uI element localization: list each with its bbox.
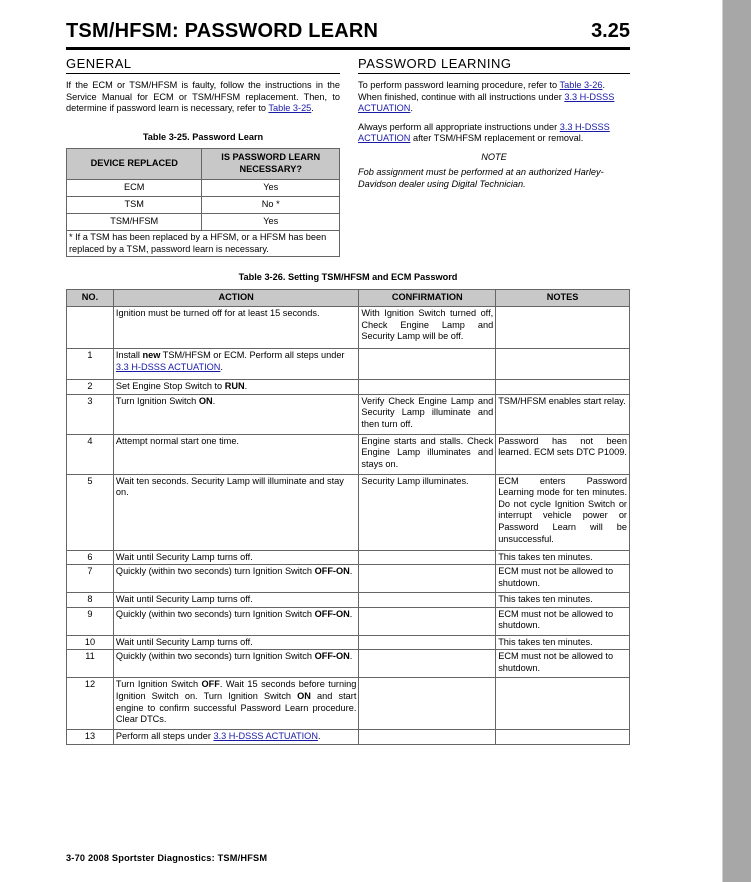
step-number: 4 [67,434,114,474]
step-confirmation [359,550,496,565]
note-heading: NOTE [481,152,507,162]
page-edge [723,0,751,882]
hdsss-actuation-link[interactable]: 3.3 H-DSSS ACTUATION [358,91,615,114]
page-title: TSM/HFSM: PASSWORD LEARN [66,20,379,42]
general-text-end: . [311,103,314,114]
step-action: Quickly (within two seconds) turn Ignition Switch OFF-ON. [113,565,358,593]
step-notes [496,349,630,380]
table-row [67,434,630,474]
learning-text: . When finished, continue with all instructions under [358,80,606,102]
step-notes: ECM must not be allowed to shutdown. [496,565,630,593]
table-row [67,349,630,380]
step-confirmation [359,635,496,650]
step-notes: This takes ten minutes. [496,635,630,650]
step-action: Set Engine Stop Switch to RUN. [113,380,358,395]
step-confirmation [359,593,496,608]
table-row [67,550,630,565]
table-row [67,650,630,678]
step-number: 12 [67,678,114,730]
step-confirmation [359,730,496,745]
section-number: 3.25 [591,20,630,42]
general-text: If the ECM or TSM/HFSM is faulty, follow the instructions in the Service Manual for ECM or TSM/HFSM replacement. Then, to determine if password learn is necessary, refer to [66,80,340,114]
step-action: Turn Ignition Switch ON. [113,394,358,434]
general-paragraph [66,80,340,120]
step-notes: ECM must not be allowed to shutdown. [496,650,630,678]
step-action: Turn Ignition Switch OFF. Wait 15 seconds before turning Ignition Switch on. Turn Ignition Switch ON and start engine to confirm successful Password Learn procedure. Clear DTCs. [113,678,358,730]
header-action: ACTION [113,290,358,307]
step-number: 7 [67,565,114,593]
table-row [67,635,630,650]
table-3-26-caption: Table 3-26. Setting TSM/HFSM and ECM Password [238,272,458,282]
table-row [67,214,340,231]
table-row [67,180,340,197]
learning-text: To perform password learning procedure, refer to [358,80,560,90]
hdsss-actuation-link[interactable]: 3.3 H-DSSS ACTUATION [213,731,318,742]
learning-text: Always perform all appropriate instructions under [358,121,560,132]
header-device-replaced: DEVICE REPLACED [67,149,202,180]
hdsss-actuation-link[interactable]: 3.3 H-DSSS ACTUATION [115,361,221,372]
header-confirmation: CONFIRMATION [359,290,496,307]
table-header-row [67,149,340,180]
table-row [67,197,340,214]
learning-text: . [410,103,413,114]
step-confirmation [359,678,496,730]
step-notes: ECM enters Password Learning mode for ten minutes. Do not cycle Ignition Switch or interrupt vehicle power or Password Learn will be unsuccessful. [496,474,630,550]
password-learn-table [66,148,340,257]
step-number: 5 [67,474,114,550]
step-number: 13 [67,730,114,745]
step-number: 1 [67,349,114,380]
step-action: Ignition must be turned off for at least 15 seconds. [113,307,358,349]
setting-password-table [66,289,630,745]
step-action: Wait ten seconds. Security Lamp will illuminate and stay on. [113,474,358,550]
step-number: 3 [67,394,114,434]
necessary-cell: Yes [202,214,340,231]
device-cell: ECM [67,180,202,197]
hdsss-actuation-link[interactable]: 3.3 H-DSSS ACTUATION [358,121,610,144]
step-confirmation [359,380,496,395]
step-notes: Password has not been learned. ECM sets DTC P1009. [496,434,630,474]
step-number: 9 [67,607,114,635]
table-row [67,565,630,593]
step-number [67,307,114,349]
table-row [67,394,630,434]
password-learning-text [358,80,630,150]
step-confirmation: Security Lamp illuminates. [359,474,496,550]
learning-text: after TSM/HFSM replacement or removal. [410,133,584,144]
table-footnote: * If a TSM has been replaced by a HFSM, or a HFSM has been replaced by a TSM, password learn is necessary. [67,231,340,257]
page-footer: 3-70 2008 Sportster Diagnostics: TSM/HFSM [66,853,268,863]
step-confirmation: Engine starts and stalls. Check Engine Lamp illuminates and stays on. [359,434,496,474]
table-row [67,678,630,730]
header-no: NO. [67,290,114,307]
necessary-cell: No * [202,197,340,214]
step-notes [496,730,630,745]
step-notes: ECM must not be allowed to shutdown. [496,607,630,635]
table-3-25-link[interactable]: Table 3-25 [268,103,312,114]
header-learn-necessary: IS PASSWORD LEARN NECESSARY? [202,149,340,180]
table-row [67,380,630,395]
device-cell: TSM/HFSM [67,214,202,231]
step-confirmation [359,349,496,380]
step-action: Wait until Security Lamp turns off. [113,635,358,650]
table-row [67,607,630,635]
note-text: Fob assignment must be performed at an authorized Harley-Davidson dealer using Digital Technician. [358,167,604,189]
step-notes: This takes ten minutes. [496,550,630,565]
necessary-cell: Yes [202,180,340,197]
step-action: Attempt normal start one time. [113,434,358,474]
table-3-26-link[interactable]: Table 3-26 [559,80,603,90]
table-3-25-caption: Table 3-25. Password Learn [142,132,264,142]
step-notes [496,678,630,730]
step-confirmation: With Ignition Switch turned off, Check Engine Lamp and Security Lamp will be off. [359,307,496,349]
page-header [66,18,630,50]
step-notes: TSM/HFSM enables start relay. [496,394,630,434]
step-number: 8 [67,593,114,608]
step-action: Wait until Security Lamp turns off. [113,550,358,565]
password-learning-heading: PASSWORD LEARNING [358,56,630,74]
general-heading: GENERAL [66,56,340,74]
table-row [67,593,630,608]
step-action: Quickly (within two seconds) turn Ignition Switch OFF-ON. [113,650,358,678]
step-confirmation: Verify Check Engine Lamp and Security Lamp illuminate and then turn off. [359,394,496,434]
step-number: 2 [67,380,114,395]
step-action: Quickly (within two seconds) turn Ignition Switch OFF-ON. [113,607,358,635]
table-row [67,730,630,745]
table-row [67,474,630,550]
step-action: Wait until Security Lamp turns off. [113,593,358,608]
header-notes: NOTES [496,290,630,307]
step-number: 10 [67,635,114,650]
table-header-row [67,290,630,307]
step-number: 11 [67,650,114,678]
table-footnote-row [67,231,340,257]
step-notes [496,380,630,395]
step-action: Install new TSM/HFSM or ECM. Perform all steps under 3.3 H-DSSS ACTUATION. [113,349,358,380]
device-cell: TSM [67,197,202,214]
step-confirmation [359,607,496,635]
step-action: Perform all steps under 3.3 H-DSSS ACTUATION. [113,730,358,745]
table-row [67,307,630,349]
step-confirmation [359,650,496,678]
step-confirmation [359,565,496,593]
step-notes: This takes ten minutes. [496,593,630,608]
step-number: 6 [67,550,114,565]
step-notes [496,307,630,349]
